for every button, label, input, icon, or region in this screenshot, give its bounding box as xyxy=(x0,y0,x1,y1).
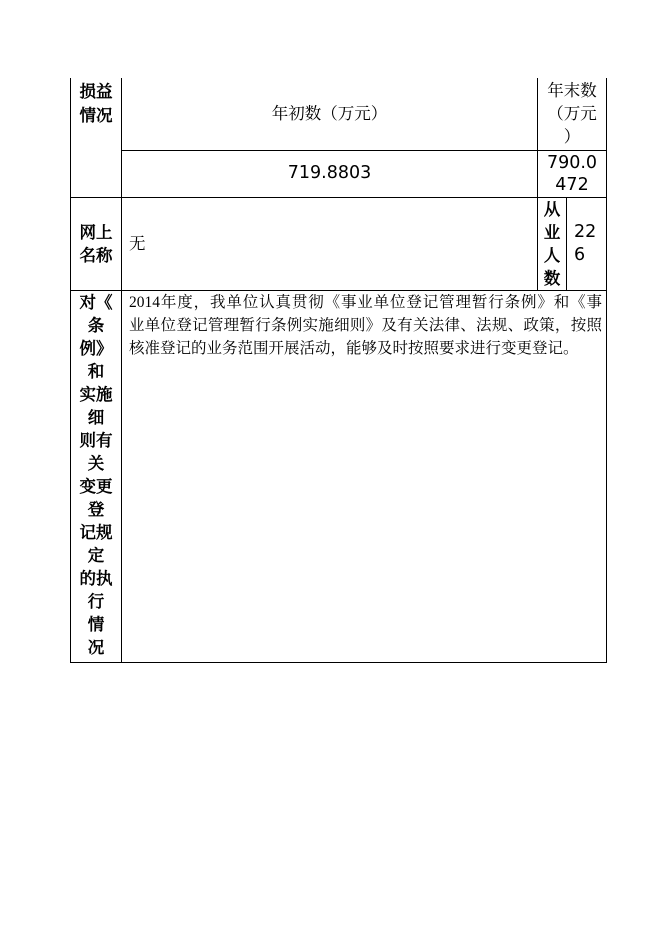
text-line: 业单位登记管理暂行条例实施细则》及有关法律、法规、政策，按照 xyxy=(129,316,602,334)
profit-loss-label: 损益情况 xyxy=(71,78,122,197)
regulation-compliance-text xyxy=(122,290,607,662)
label-line: 情 xyxy=(87,614,105,634)
label-line: 行 xyxy=(87,591,105,611)
label-line: 的执 xyxy=(79,568,113,588)
label-line: 实施 xyxy=(79,384,113,404)
regulation-compliance-label xyxy=(71,290,122,662)
closing-balance-value: 790.0472 xyxy=(538,150,607,197)
label-line: 例》 xyxy=(79,338,113,358)
label-line: 定 xyxy=(87,545,105,565)
label-line: 变更 xyxy=(79,476,113,496)
employee-count-value: 226 xyxy=(567,197,607,290)
label-line: 况 xyxy=(87,637,105,657)
regulation-compliance-paragraph xyxy=(129,291,602,360)
opening-balance-header: 年初数（万元） xyxy=(122,78,538,150)
closing-balance-header: 年末数（万元） xyxy=(538,78,607,150)
opening-balance-value: 719.8803 xyxy=(122,150,538,197)
registration-table xyxy=(70,78,607,663)
online-name-value: 无 xyxy=(122,197,538,290)
text-line: 核准登记的业务范围开展活动，能够及时按照要求进行变更登记。 xyxy=(129,339,579,357)
table-row xyxy=(71,78,607,150)
label-line: 和 xyxy=(87,361,105,381)
label-line: 则有 xyxy=(79,430,113,450)
label-line: 条 xyxy=(87,315,105,335)
text-line: 2014年度，我单位认真贯彻《事业单位登记管理暂行条例》和《事 xyxy=(129,293,602,311)
label-line: 对《 xyxy=(79,292,113,312)
label-line: 记规 xyxy=(79,522,113,542)
table-row xyxy=(71,197,607,290)
label-line: 关 xyxy=(87,453,105,473)
label-line: 登 xyxy=(87,499,105,519)
regulation-compliance-label-lines xyxy=(71,291,121,659)
table-row xyxy=(71,290,607,662)
online-name-label: 网上名称 xyxy=(71,197,122,290)
label-line: 细 xyxy=(87,407,105,427)
table-row xyxy=(71,150,607,197)
employee-count-label: 从业人数 xyxy=(538,197,567,290)
